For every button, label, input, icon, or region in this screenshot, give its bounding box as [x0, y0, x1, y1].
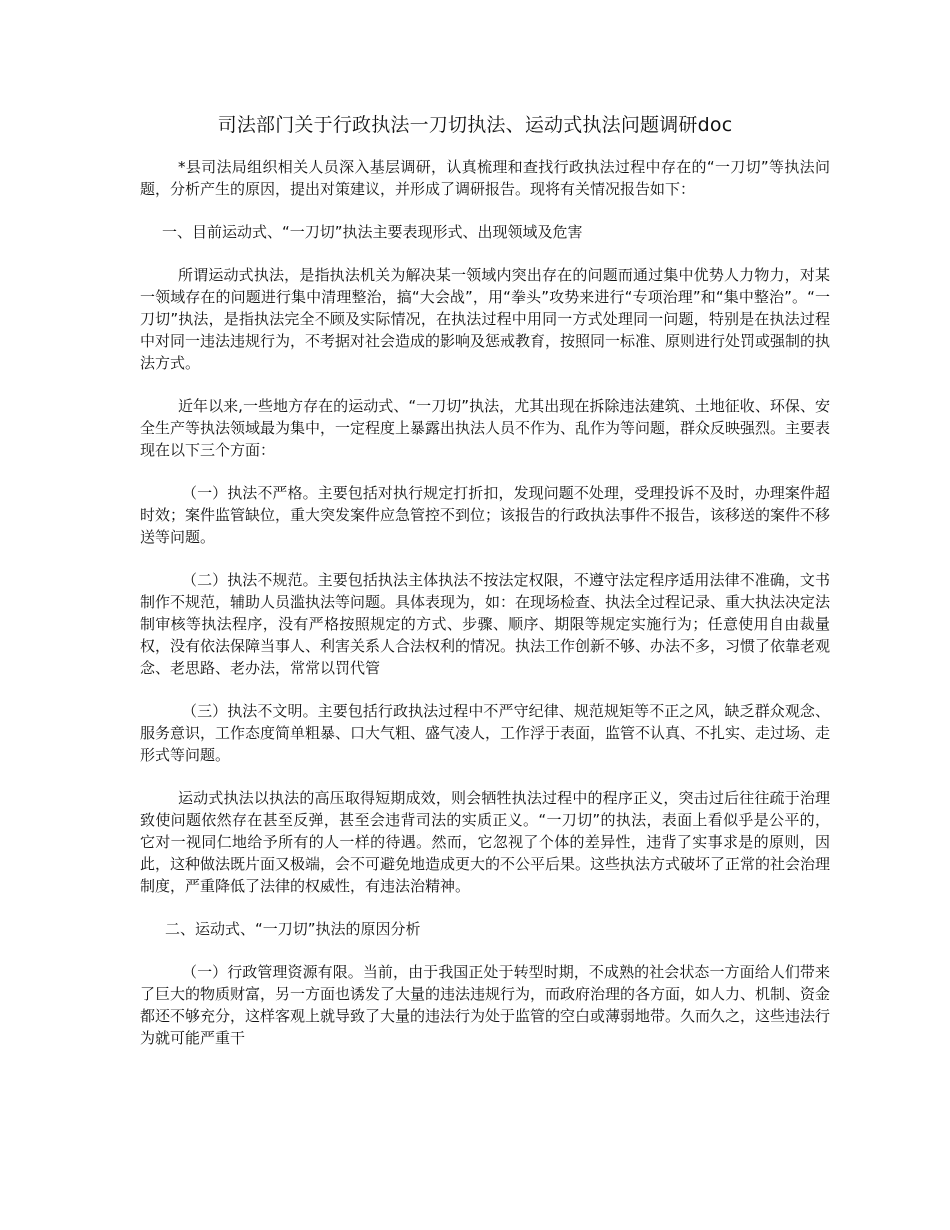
- subsection-paragraph: （二）执法不规范。主要包括执法主体执法不按法定权限，不遵守法定程序适用法律不准确，文书制作不规范，辅助人员滥执法等问题。具体表现为，如：在现场检查、执法全过程记录、重大执法决定法制审核等执法程序，没有严格按照规定的方式、步骤、顺序、期限等规定实施行为；任意使用自由裁量权，没有依法保障当事人、利害关系人合法权利的情况。执法工作创新不够、办法不多，习惯了依靠老观念、老思路、老办法，常常以罚代管: [140, 571, 831, 677]
- body-paragraph: 所谓运动式执法，是指执法机关为解决某一领域内突出存在的问题而通过集中优势人力物力，对某一领域存在的问题进行集中清理整治，搞“大会战”，用“拳头”攻势来进行“专项治理”和“集中整治”。“一刀切”执法，是指执法完全不顾及实际情况，在执法过程中用同一方式处理同一问题，特别是在执法过程中对同一违法违规行为，不考据对社会造成的影响及惩戒教育，按照同一标准、原则进行处罚或强制的执法方式。: [140, 266, 831, 372]
- body-paragraph: 运动式执法以执法的高压取得短期成效，则会牺牲执法过程中的程序正义，突击过后往往疏于治理致使问题依然存在甚至反弹，甚至会违背司法的实质正义。“一刀切”的执法，表面上看似乎是公平的，它对一视同仁地给予所有的人一样的待遇。然而，它忽视了个体的差异性，违背了实事求是的原则，因此，这种做法既片面又极端，会不可避免地造成更大的不公平后果。这些执法方式破坏了正常的社会治理制度，严重降低了法律的权威性，有违法治精神。: [140, 789, 831, 895]
- subsection-paragraph: （三）执法不文明。主要包括行政执法过程中不严守纪律、规范规矩等不正之风，缺乏群众观念、服务意识，工作态度简单粗暴、口大气粗、盛气凌人，工作浮于表面，监管不认真、不扎实、走过场、走形式等问题。: [140, 702, 831, 764]
- document-body: [140, 156, 830, 1070]
- intro-paragraph: *县司法局组织相关人员深入基层调研，认真梳理和查找行政执法过程中存在的“一刀切”等执法问题，分析产生的原因，提出对策建议，并形成了调研报告。现将有关情况报告如下：: [140, 158, 830, 198]
- section-heading-2: 二、运动式、“一刀切”执法的原因分析: [165, 920, 421, 938]
- document-title: 司法部门关于行政执法一刀切执法、运动式执法问题调研doc: [217, 114, 733, 136]
- body-paragraph: 近年以来,一些地方存在的运动式、“一刀切”执法，尤其出现在拆除违法建筑、土地征收、环保、安全生产等执法领域最为集中，一定程度上暴露出执法人员不作为、乱作为等问题，群众反映强烈。主要表现在以下三个方面：: [140, 397, 831, 459]
- subsection-paragraph: （一）行政管理资源有限。当前，由于我国正处于转型时期，不成熟的社会状态一方面给人们带来了巨大的物质财富，另一方面也诱发了大量的违法违规行为，而政府治理的各方面，如人力、机制、资金都还不够充分，这样客观上就导致了大量的违法行为处于监管的空白或薄弱地带。久而久之，这些违法行为就可能严重干: [140, 963, 831, 1047]
- subsection-paragraph: （一）执法不严格。主要包括对执行规定打折扣，发现问题不处理，受理投诉不及时，办理案件超时效；案件监管缺位，重大突发案件应急管控不到位；该报告的行政执法事件不报告，该移送的案件不移送等问题。: [140, 484, 831, 546]
- section-heading-1: 一、目前运动式、“一刀切”执法主要表现形式、出现领域及危害: [162, 223, 583, 241]
